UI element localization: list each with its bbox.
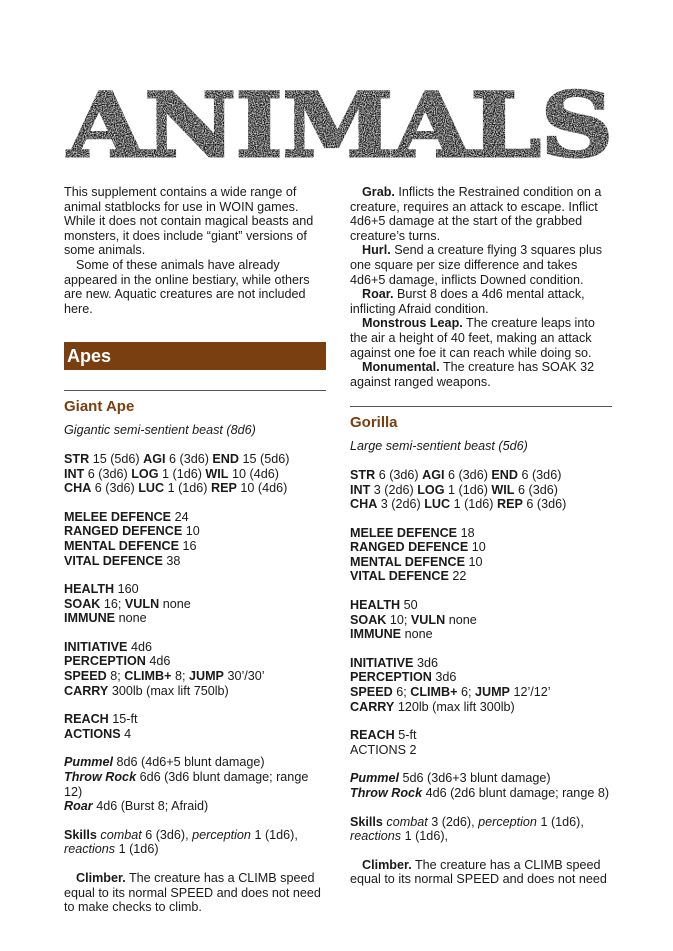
right-column: [350, 185, 612, 887]
trait-climber: Climber. The creature has a CLIMB speed equal to its normal SPEED and does not need to make checks to climb.: [64, 871, 321, 915]
left-column: [64, 185, 326, 915]
melee-defence: MELEE DEFENCE 24: [64, 509, 189, 524]
vital-defence: VITAL DEFENCE 22: [350, 569, 467, 584]
initiative: INITIATIVE 4d6: [64, 639, 152, 654]
attributes-row-3: CHA 6 (3d6) LUC 1 (1d6) REP 10 (4d6): [64, 481, 288, 496]
intro-paragraph-2: Some of these animals have already appeared in the online bestiary, while others are new. Aquatic creatures are not included here.: [64, 257, 310, 316]
soak-vuln: SOAK 10; VULN none: [350, 612, 477, 627]
attributes-row-2: INT 3 (2d6) LOG 1 (1d6) WIL 6 (3d6): [350, 482, 558, 497]
carry: CARRY 120lb (max lift 300lb): [350, 699, 515, 714]
title-text: ANIMALS: [65, 73, 613, 165]
skills: Skills combat 6 (3d6), perception 1 (1d6), reactions 1 (1d6): [64, 827, 298, 857]
immune: IMMUNE none: [64, 611, 147, 626]
trait-grab: Grab. Inflicts the Restrained condition on a creature, requires an attack to escape. Inflict 4d6+5 damage at the start of the grabbed creature’s turns.: [350, 185, 602, 243]
attack-throw-rock: Throw Rock 4d6 (2d6 blunt damage; range 8): [350, 786, 610, 800]
attack-throw-rock: Throw Rock 6d6 (3d6 blunt damage; range 12): [64, 770, 309, 799]
trait-monstrous-leap: Monstrous Leap. The creature leaps into the air a height of 40 feet, making an attack against one foe it can reach while doing so.: [350, 316, 595, 360]
attack-pummel: Pummel 8d6 (4d6+5 blunt damage): [64, 755, 265, 770]
creature-subtitle: Gigantic semi-sentient beast (8d6): [64, 423, 256, 438]
trait-monumental: Monumental. The creature has SOAK 32 against ranged weapons.: [350, 360, 595, 389]
ranged-defence: RANGED DEFENCE 10: [350, 540, 486, 555]
trait-hurl: Hurl. Send a creature flying 3 squares plus one square per size difference and takes 4d6+5 damage, inflicts Downed condition.: [350, 243, 603, 287]
trait-roar: Roar. Burst 8 does a 4d6 mental attack, inflicting Afraid condition.: [350, 287, 585, 316]
attack-pummel: Pummel 5d6 (3d6+3 blunt damage): [350, 771, 551, 786]
carry: CARRY 300lb (max lift 750lb): [64, 683, 229, 698]
skills: Skills combat 3 (2d6), perception 1 (1d6), reactions 1 (1d6),: [350, 814, 584, 844]
reach: REACH 15-ft: [64, 712, 138, 727]
vital-defence: VITAL DEFENCE 38: [64, 553, 181, 568]
attributes-row-1: STR 15 (5d6) AGI 6 (3d6) END 15 (5d6): [64, 451, 290, 466]
actions: ACTIONS 4: [64, 726, 132, 741]
melee-defence: MELEE DEFENCE 18: [350, 525, 475, 540]
mental-defence: MENTAL DEFENCE 16: [64, 538, 197, 553]
actions: ACTIONS 2: [350, 742, 417, 757]
divider: [64, 390, 326, 391]
perception: PERCEPTION 3d6: [350, 670, 457, 685]
creature-name: Gorilla: [350, 414, 398, 432]
mental-defence: MENTAL DEFENCE 10: [350, 554, 483, 569]
trait-climber: Climber. The creature has a CLIMB speed equal to its normal SPEED and does not need: [350, 857, 607, 887]
health: HEALTH 50: [350, 598, 418, 613]
reach: REACH 5-ft: [350, 728, 417, 743]
attributes-row-3: CHA 3 (2d6) LUC 1 (1d6) REP 6 (3d6): [350, 497, 567, 512]
attributes-row-1: STR 6 (3d6) AGI 6 (3d6) END 6 (3d6): [350, 467, 562, 482]
ranged-defence: RANGED DEFENCE 10: [64, 524, 200, 539]
creature-subtitle: Large semi-sentient beast (5d6): [350, 439, 528, 454]
soak-vuln: SOAK 16; VULN none: [64, 596, 191, 611]
statblock-gorilla: [350, 414, 612, 887]
perception: PERCEPTION 4d6: [64, 654, 171, 669]
initiative: INITIATIVE 3d6: [350, 655, 438, 670]
health: HEALTH 160: [64, 582, 139, 597]
immune: IMMUNE none: [350, 627, 433, 642]
intro-paragraph-1: This supplement contains a wide range of animal statblocks for use in WOIN games. While it does not contain magical beasts and monsters, it does include “giant” versions of some animals.: [64, 185, 314, 258]
section-header-apes: Apes: [64, 342, 326, 370]
movement: SPEED 8; CLIMB+ 8; JUMP 30’/30’: [64, 669, 265, 684]
page-title: [60, 70, 620, 165]
divider: [350, 406, 612, 407]
attributes-row-2: INT 6 (3d6) LOG 1 (1d6) WIL 10 (4d6): [64, 466, 279, 481]
statblock-giant-ape: [64, 398, 326, 914]
movement: SPEED 6; CLIMB+ 6; JUMP 12’/12’: [350, 685, 551, 700]
creature-name: Giant Ape: [64, 398, 135, 416]
attack-roar: Roar 4d6 (Burst 8; Afraid): [64, 799, 209, 814]
